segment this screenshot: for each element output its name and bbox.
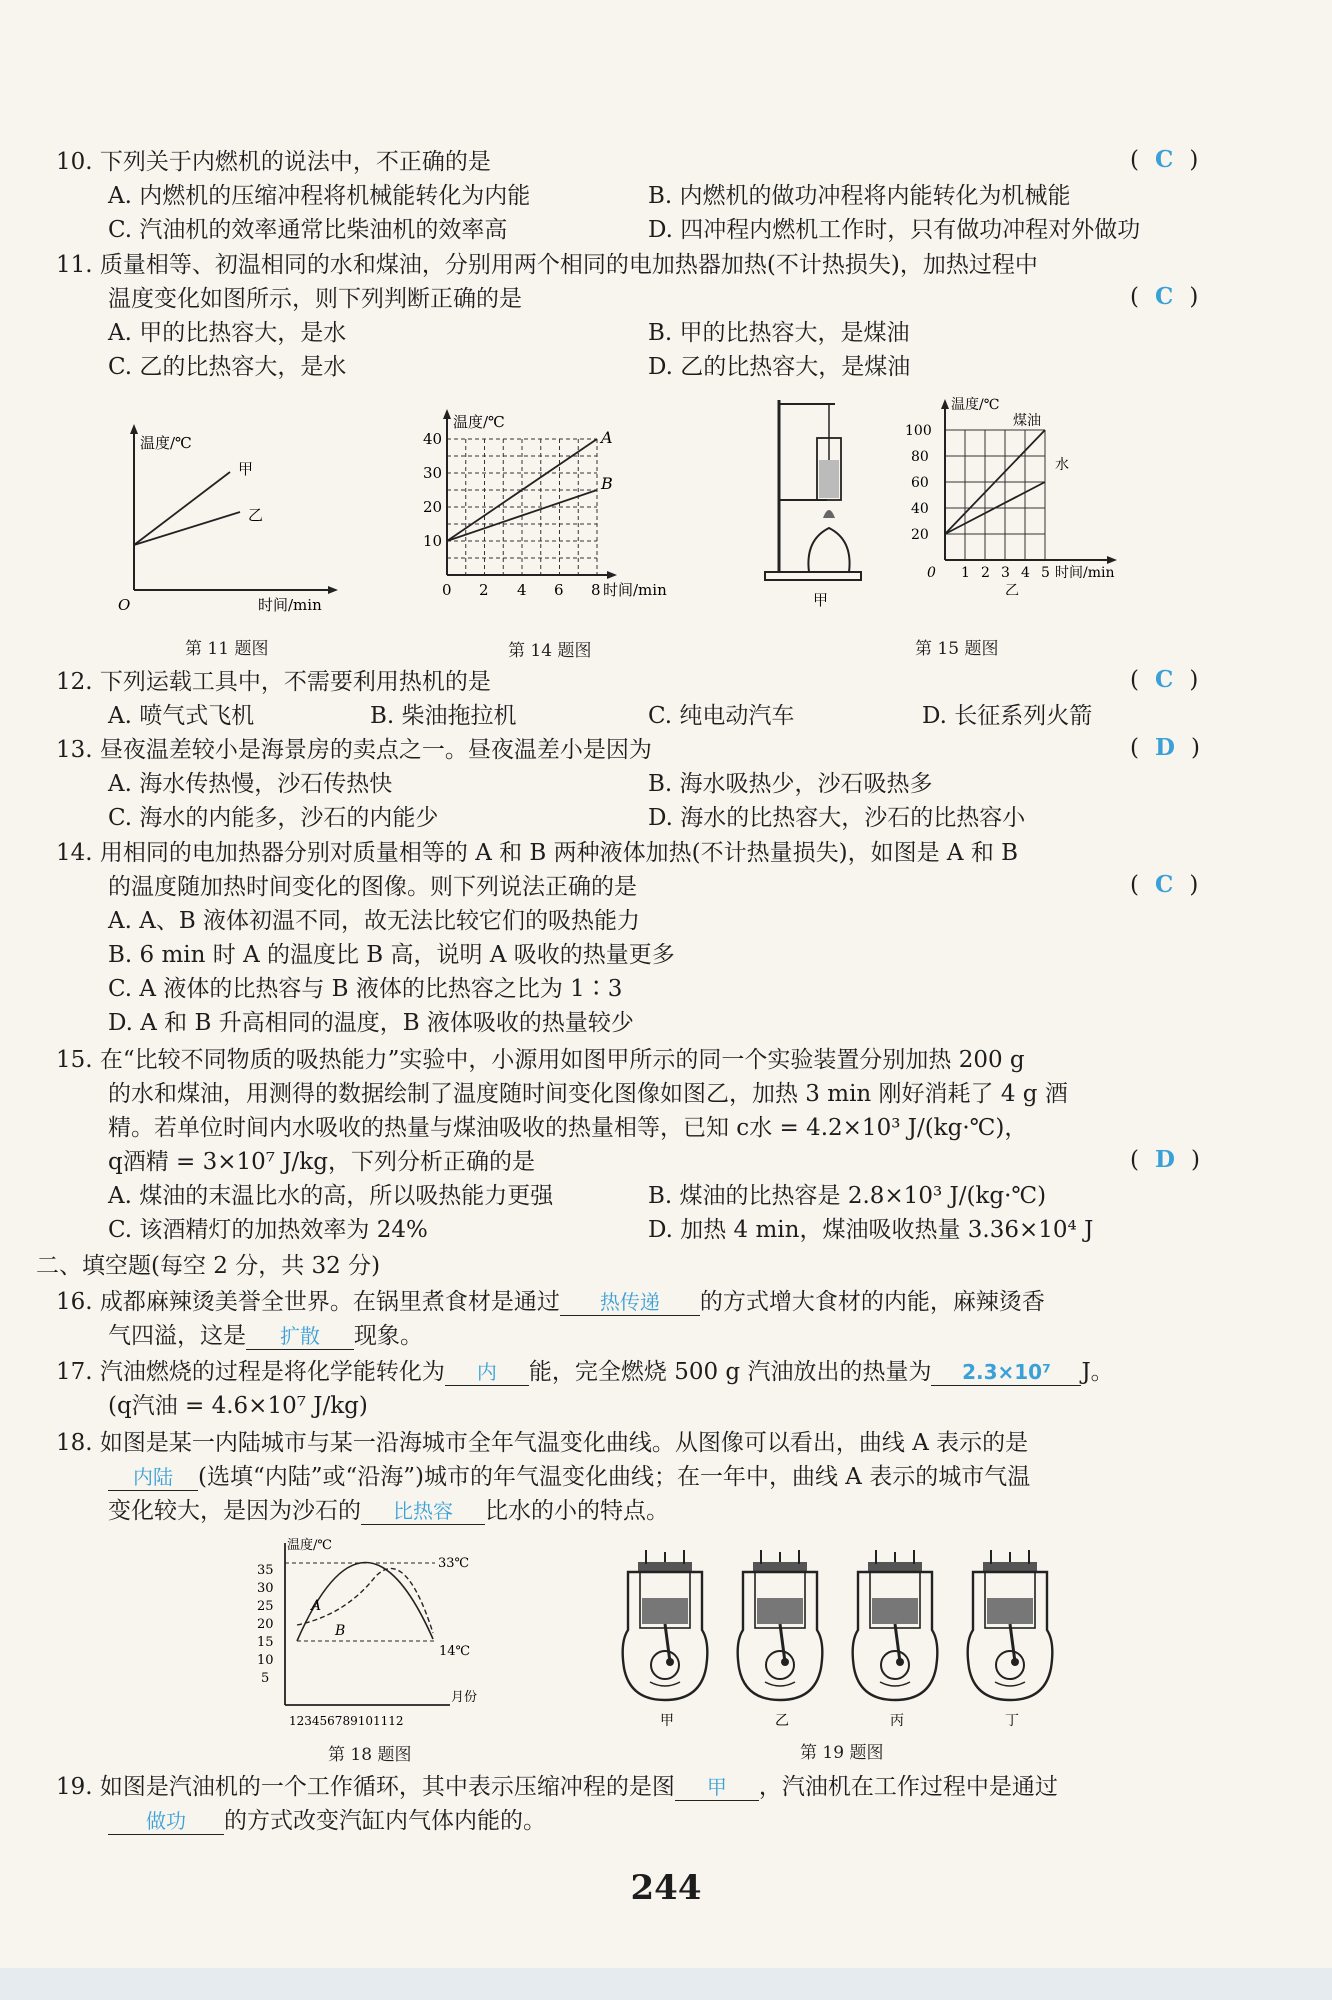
fig15-xtick-4: 4 [1021, 565, 1030, 581]
fig14-caption: 第 14 题图 [508, 641, 592, 661]
fig11-label-yi: 乙 [248, 506, 264, 524]
q13-answer-letter: D [1155, 734, 1175, 761]
fig15-xtick-2: 2 [981, 565, 990, 581]
q17-line1 [56, 1357, 1114, 1387]
fig15-ylabel: 温度/℃ [951, 397, 1000, 413]
fig15-grid [945, 430, 1045, 560]
fig14-xtick-6: 6 [554, 581, 564, 599]
fig14-xlabel: 时间/min [603, 581, 667, 599]
q14-stem-line2: 的温度随加热时间变化的图像。则下列说法正确的是 [108, 874, 637, 900]
q10-answer: ( C ) [1130, 146, 1199, 173]
fig18-ytick-10: 10 [257, 1653, 274, 1668]
q19-text-2: ，汽油机在工作过程中是通过 [758, 1774, 1058, 1800]
q17-line2: (q汽油 = 4.6×10⁷ J/kg) [108, 1393, 368, 1419]
q12-answer-letter: C [1155, 666, 1174, 693]
fig15-label-jia: 甲 [813, 591, 829, 609]
q11-answer: ( C ) [1130, 283, 1199, 310]
fig18-label-a: A [311, 1598, 322, 1614]
fig14-ytick-30: 30 [423, 464, 443, 482]
fig18-ytick-25: 25 [257, 1599, 274, 1614]
figure-11-graph [110, 420, 370, 620]
q16-text-2: 的方式增大食材的内能，麻辣烫香 [699, 1289, 1045, 1315]
q18-line1: 18. 如图是某一内陆城市与某一沿海城市全年气温变化曲线。从图像可以看出，曲线 A 表示的是 [56, 1430, 1029, 1456]
q13-stem: 13. 昼夜温差较小是海景房的卖点之一。昼夜温差小是因为 [56, 737, 652, 763]
fig15-ytick-80: 80 [911, 449, 929, 465]
fig18-ylabel: 温度/℃ [287, 1538, 332, 1553]
engine-yi [738, 1550, 823, 1700]
q11-option-a: A. 甲的比热容大，是水 [108, 320, 347, 346]
section-2-heading: 二、填空题(每空 2 分，共 32 分) [36, 1253, 381, 1279]
fig14-ytick-20: 20 [423, 498, 443, 516]
q18-line2 [108, 1462, 1030, 1492]
q10-option-b: B. 内燃机的做功冲程将内能转化为机械能 [648, 183, 1071, 209]
q15-stem-line1: 15. 在“比较不同物质的吸热能力”实验中，小源用如图甲所示的同一个实验装置分别加热 200 g [56, 1047, 1025, 1073]
q12-answer: ( C ) [1130, 666, 1199, 693]
fig18-xticks: 123456789101112 [289, 1714, 404, 1728]
fig11-line-jia [134, 472, 230, 545]
fig15-xtick-1: 1 [961, 565, 970, 581]
q17-text-1: 17. 汽油燃烧的过程是将化学能转化为 [56, 1359, 445, 1385]
q12-option-c: C. 纯电动汽车 [648, 703, 795, 729]
fig18-ytick-5: 5 [261, 1671, 270, 1686]
fig14-xtick-2: 2 [479, 581, 489, 599]
q14-option-b: B. 6 min 时 A 的温度比 B 高，说明 A 吸收的热量更多 [108, 942, 675, 968]
fig14-ylabel: 温度/℃ [453, 413, 505, 431]
q14-answer: ( C ) [1130, 871, 1199, 898]
q11-option-c: C. 乙的比热容大，是水 [108, 354, 347, 380]
q19-line2 [108, 1806, 546, 1836]
fig15-label-yi: 乙 [1005, 583, 1019, 595]
fig14-ytick-40: 40 [423, 430, 443, 448]
q15-stem-line2: 的水和煤油，用测得的数据绘制了温度随时间变化图像如图乙，加热 3 min 刚好消耗了 4 g 酒 [108, 1081, 1068, 1107]
fig15-ytick-40: 40 [911, 501, 929, 517]
fig11-y-arrow [130, 424, 138, 434]
q17-blank-1[interactable]: 内 [445, 1359, 529, 1386]
q15-option-a: A. 煤油的末温比水的高，所以吸热能力更强 [108, 1183, 554, 1209]
fig19-label-jia: 甲 [660, 1713, 674, 1729]
fig14-label-b: B [601, 474, 613, 493]
fig11-xlabel: 时间/min [258, 596, 322, 614]
apparatus-alcohol-lamp [808, 528, 849, 572]
q17-text-3: J。 [1081, 1359, 1114, 1385]
q15-option-c: C. 该酒精灯的加热效率为 24% [108, 1217, 428, 1243]
q12-option-b: B. 柴油拖拉机 [370, 703, 517, 729]
fig15-label-water: 水 [1055, 457, 1069, 473]
q19-text-1: 19. 如图是汽油机的一个工作循环，其中表示压缩冲程的是图 [56, 1774, 675, 1800]
fig14-x-arrow [607, 571, 617, 579]
q10-stem: 10. 下列关于内燃机的说法中，不正确的是 [56, 149, 491, 175]
engine-jia [623, 1550, 708, 1700]
fig15-xtick-5: 5 [1041, 565, 1050, 581]
q18-text-2: (选填“内陆”或“沿海”)城市的年气温变化曲线；在一年中，曲线 A 表示的城市气温 [198, 1464, 1031, 1490]
fig15-xtick-3: 3 [1001, 565, 1010, 581]
q13-option-b: B. 海水吸热少，沙石吸热多 [648, 771, 933, 797]
fig15-xtick-0: 0 [927, 565, 936, 581]
fig14-y-arrow [443, 409, 451, 419]
q10-answer-letter: C [1155, 146, 1174, 173]
q14-answer-letter: C [1155, 871, 1174, 898]
fig18-max-label: 33℃ [438, 1556, 470, 1571]
q14-option-d: D. A 和 B 升高相同的温度，B 液体吸收的热量较少 [108, 1010, 634, 1036]
fig15-xlabel: 时间/min [1055, 565, 1115, 581]
q18-line3 [108, 1496, 669, 1526]
q10-option-d: D. 四冲程内燃机工作时，只有做功冲程对外做功 [648, 217, 1141, 243]
q12-option-a: A. 喷气式飞机 [108, 703, 255, 729]
fig18-ytick-15: 15 [257, 1635, 274, 1650]
fig19-label-ding: 丁 [1005, 1713, 1019, 1729]
q13-option-c: C. 海水的内能多，沙石的内能少 [108, 805, 439, 831]
q13-answer: ( D ) [1130, 734, 1200, 761]
q19-line1 [56, 1772, 1058, 1802]
q18-text-4: 比水的小的特点。 [485, 1498, 669, 1524]
q10-option-a: A. 内燃机的压缩冲程将机械能转化为内能 [108, 183, 531, 209]
page-number: 244 [630, 1868, 702, 1908]
fig14-label-a: A [601, 428, 613, 447]
fig11-caption: 第 11 题图 [185, 639, 269, 659]
q15-stem-line4: q酒精 = 3×10⁷ J/kg，下列分析正确的是 [108, 1149, 535, 1175]
q18-blank-1[interactable]: 内陆 [108, 1464, 198, 1491]
q15-answer: ( D ) [1130, 1146, 1200, 1173]
q11-option-d: D. 乙的比热容大，是煤油 [648, 354, 911, 380]
fig15-ytick-100: 100 [905, 423, 932, 439]
q16-blank-1[interactable]: 热传递 [560, 1289, 700, 1316]
fig15-x-arrow [1107, 556, 1117, 564]
q16-line2 [108, 1321, 423, 1351]
fig15-y-arrow [941, 399, 949, 409]
figure-15-graph [905, 395, 1175, 595]
apparatus-base [765, 572, 861, 580]
fig14-xtick-8: 8 [591, 581, 601, 599]
fig18-ytick-20: 20 [257, 1617, 274, 1632]
q16-text-4: 现象。 [354, 1323, 423, 1349]
q19-blank-1[interactable]: 甲 [675, 1774, 759, 1801]
figure-18-graph [255, 1535, 515, 1730]
q12-option-d: D. 长征系列火箭 [922, 703, 1093, 729]
q11-stem-line2: 温度变化如图所示，则下列判断正确的是 [108, 286, 522, 312]
q16-text-1: 16. 成都麻辣烫美誉全世界。在锅里煮食材是通过 [56, 1289, 560, 1315]
engine-bing [853, 1550, 938, 1700]
fig15-caption: 第 15 题图 [915, 639, 999, 659]
q17-text-2: 能，完全燃烧 500 g 汽油放出的热量为 [528, 1359, 932, 1385]
figure-19-engines [620, 1545, 1080, 1730]
q14-option-c: C. A 液体的比热容与 B 液体的比热容之比为 1∶3 [108, 976, 623, 1002]
fig11-ylabel: 温度/℃ [140, 434, 192, 452]
fig18-min-label: 14℃ [439, 1644, 471, 1659]
apparatus-flame [823, 510, 835, 518]
q19-text-3: 的方式改变汽缸内气体内能的。 [224, 1808, 546, 1834]
fig15-ytick-20: 20 [911, 527, 929, 543]
q16-blank-2[interactable]: 扩散 [246, 1323, 354, 1350]
fig14-xtick-4: 4 [517, 581, 527, 599]
fig14-grid [447, 439, 597, 575]
fig11-origin: O [118, 596, 131, 614]
q16-line1 [56, 1287, 1045, 1317]
fig18-ytick-35: 35 [257, 1563, 274, 1578]
q18-blank-2[interactable]: 比热容 [361, 1498, 485, 1525]
q16-text-3: 气四溢，这是 [108, 1323, 246, 1349]
fig14-ytick-10: 10 [423, 532, 443, 550]
fig11-line-yi [134, 512, 240, 545]
fig11-label-jia: 甲 [238, 460, 254, 478]
fig14-xtick-0: 0 [442, 581, 452, 599]
fig19-label-bing: 丙 [890, 1713, 904, 1729]
q11-option-b: B. 甲的比热容大，是煤油 [648, 320, 910, 346]
figure-15-apparatus [755, 390, 875, 620]
q17-blank-2[interactable]: 2.3×10⁷ [931, 1359, 1081, 1386]
fig18-caption: 第 18 题图 [328, 1745, 412, 1765]
q15-option-d: D. 加热 4 min，煤油吸收热量 3.36×10⁴ J [648, 1217, 1094, 1243]
q15-stem-line3: 精。若单位时间内水吸收的热量与煤油吸收的热量相等，已知 c水 = 4.2×10³ J/(kg·℃)， [108, 1115, 1028, 1141]
fig15-ytick-60: 60 [911, 475, 929, 491]
fig19-caption: 第 19 题图 [800, 1743, 884, 1763]
q15-option-b: B. 煤油的比热容是 2.8×10³ J/(kg·℃) [648, 1183, 1047, 1209]
fig15-label-kerosene: 煤油 [1013, 413, 1041, 429]
engine-ding [968, 1550, 1053, 1700]
figure-14-graph [415, 405, 695, 615]
q11-answer-letter: C [1155, 283, 1174, 310]
q13-option-d: D. 海水的比热容大，沙石的比热容小 [648, 805, 1026, 831]
q15-answer-letter: D [1155, 1146, 1175, 1173]
q12-stem: 12. 下列运载工具中，不需要利用热机的是 [56, 669, 491, 695]
apparatus-liquid [819, 460, 839, 498]
q11-stem-line1: 11. 质量相等、初温相同的水和煤油，分别用两个相同的电加热器加热(不计热损失)，加热过程中 [56, 252, 1038, 278]
q14-option-a: A. A、B 液体初温不同，故无法比较它们的吸热能力 [108, 908, 641, 934]
fig19-label-yi: 乙 [775, 1713, 789, 1729]
fig18-ytick-30: 30 [257, 1581, 274, 1596]
fig11-x-arrow [328, 586, 338, 594]
q10-option-c: C. 汽油机的效率通常比柴油机的效率高 [108, 217, 508, 243]
q18-text-3: 变化较大，是因为沙石的 [108, 1498, 361, 1524]
q14-stem-line1: 14. 用相同的电加热器分别对质量相等的 A 和 B 两种液体加热(不计热量损失)，如图是 A 和 B [56, 840, 1019, 866]
fig18-xlabel: 月份 [451, 1690, 478, 1705]
q19-blank-2[interactable]: 做功 [108, 1808, 224, 1835]
fig18-label-b: B [335, 1623, 346, 1639]
scan-bottom-band [0, 1968, 1332, 2000]
q13-option-a: A. 海水传热慢，沙石传热快 [108, 771, 393, 797]
